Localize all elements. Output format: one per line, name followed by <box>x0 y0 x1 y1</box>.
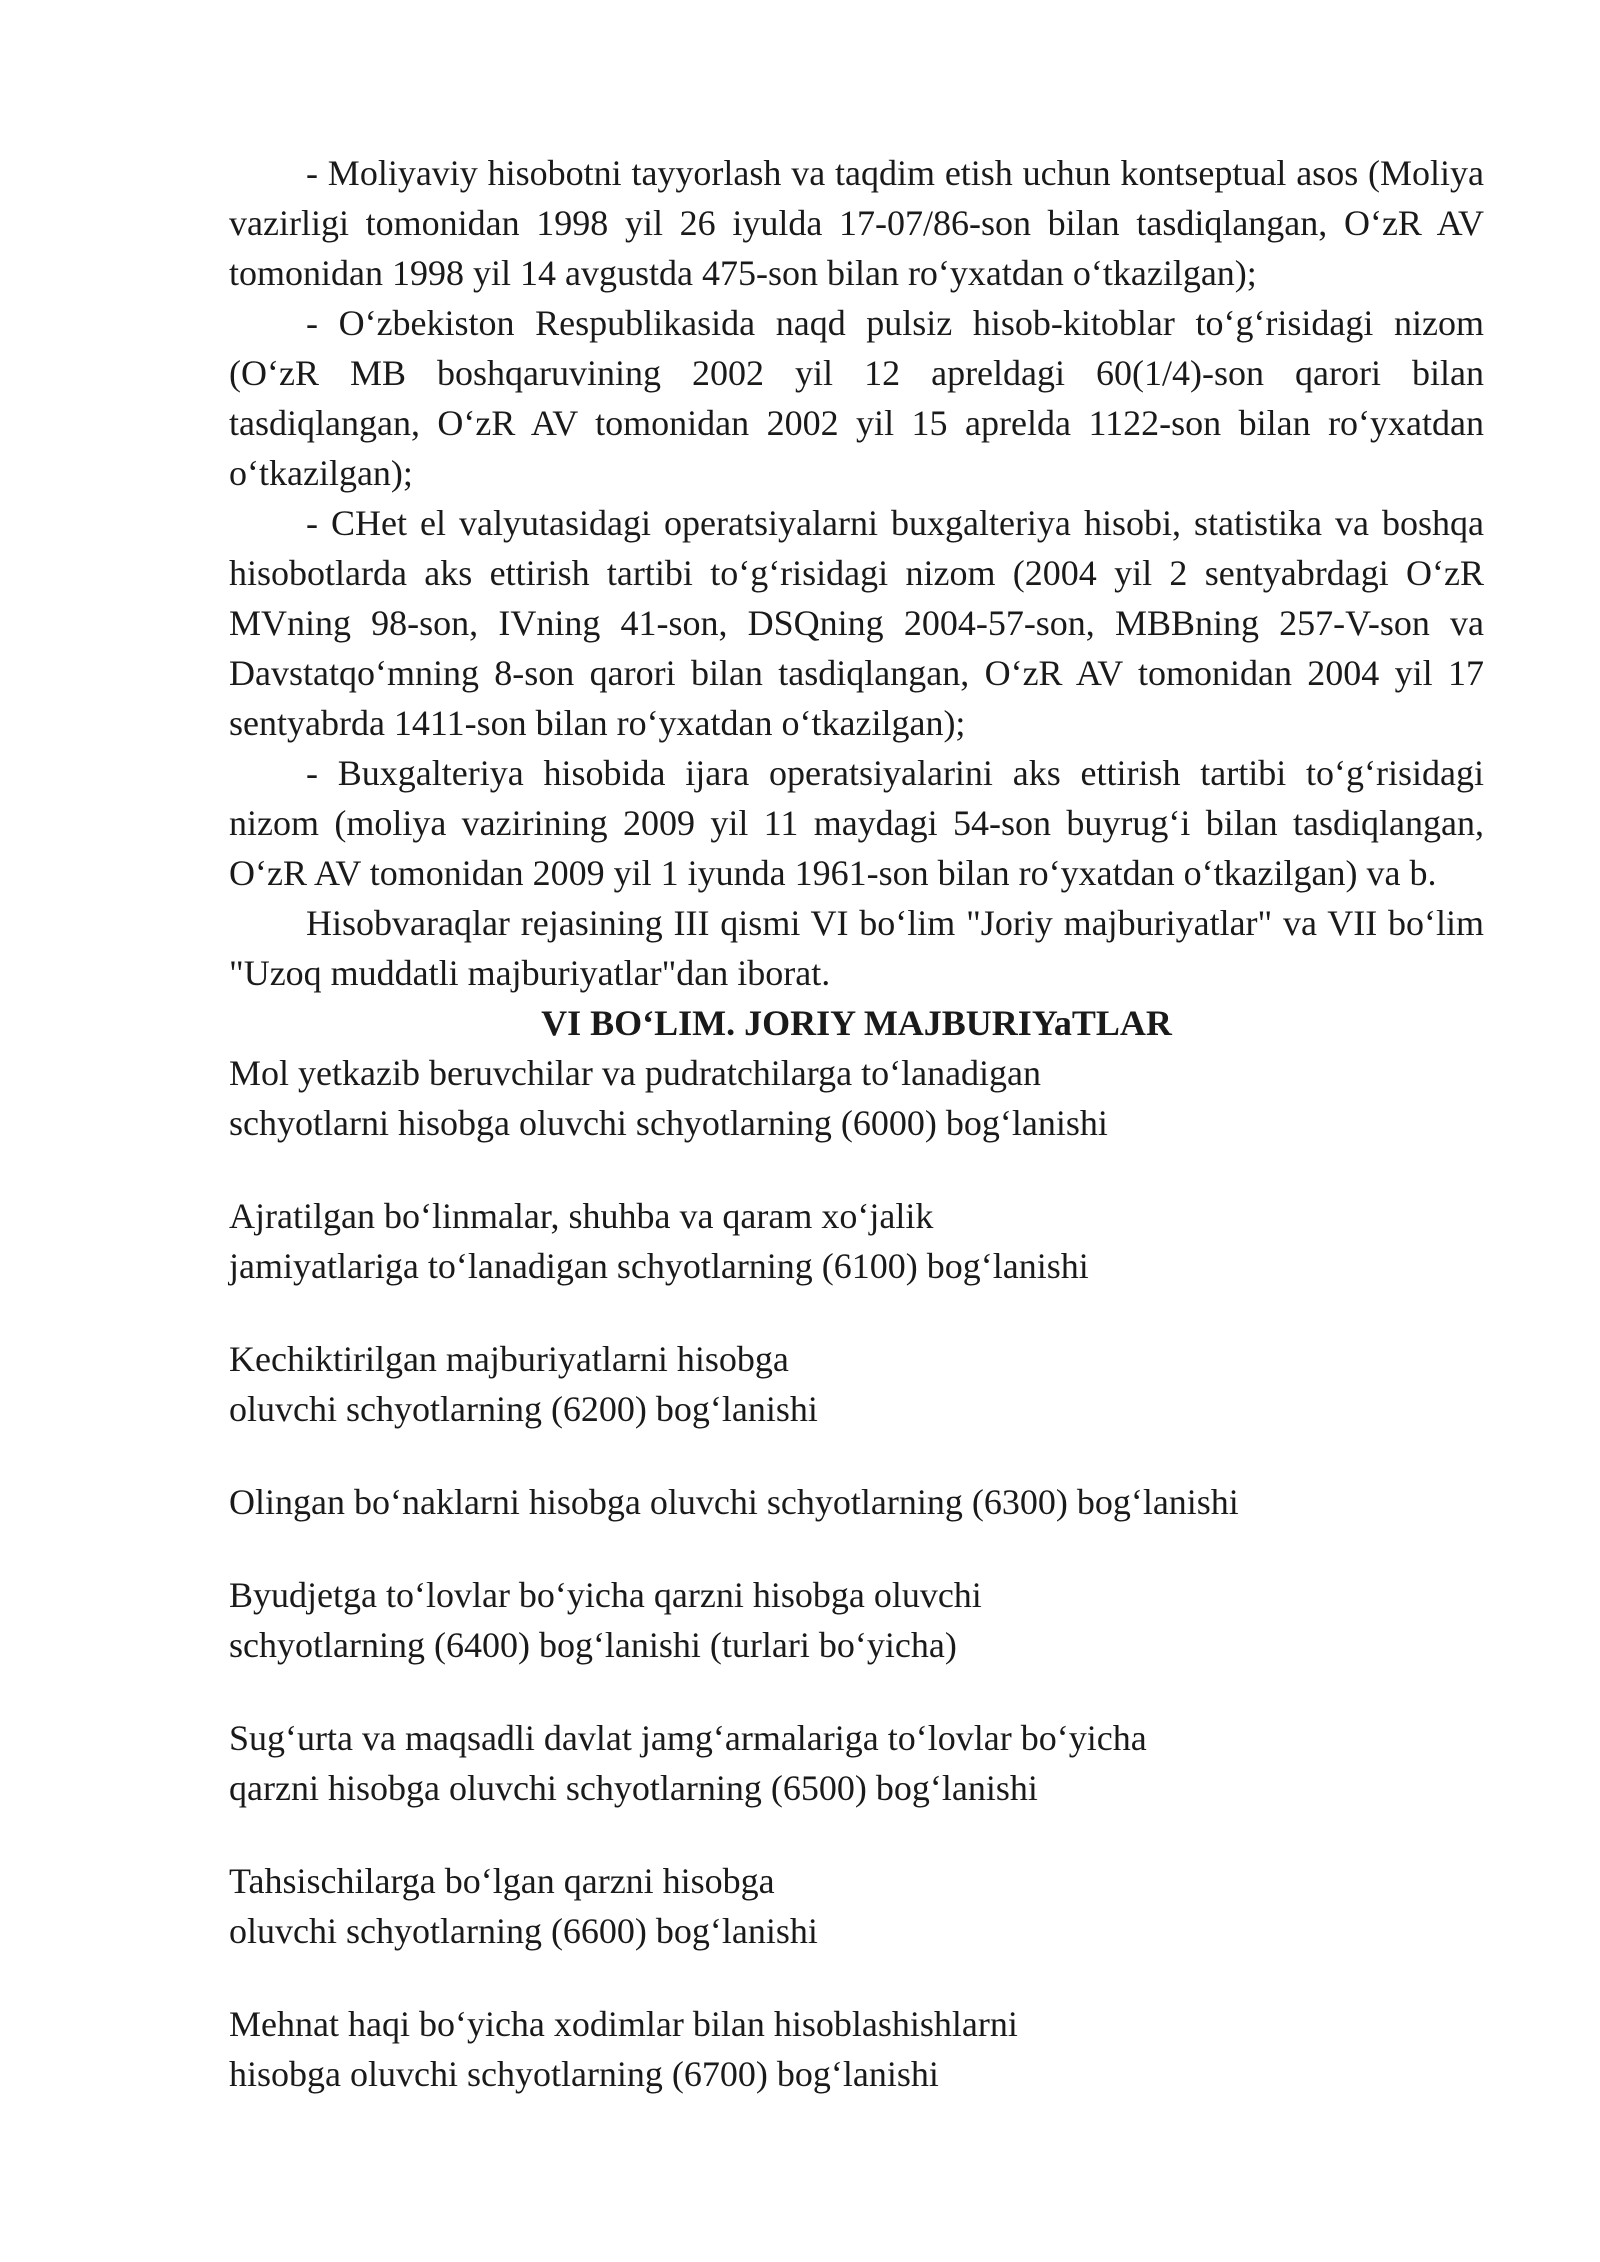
account-link-line: oluvchi schyotlarning (6600) bog‘lanishi <box>229 1911 818 1951</box>
account-link-6700 <box>229 1999 1484 2099</box>
account-link-6000 <box>229 1048 1484 1148</box>
paragraph-lease-operations: - Buxgalteriya hisobida ijara operatsiyalarini aks ettirish tartibi to‘g‘risidagi nizom (moliya vazirining 2009 yil 11 maydagi 54-son buyrug‘i bilan tasdiqlangan, O‘zR AV tomonidan 2009 yil 1 iyunda 1961-son bilan ro‘yxatdan o‘tkazilgan) va b. <box>229 753 1484 893</box>
account-link-line: Mehnat haqi bo‘yicha xodimlar bilan hisoblashishlarni <box>229 2004 1018 2044</box>
paragraph-cashless-settlements: - O‘zbekiston Respublikasida naqd pulsiz hisob-kitoblar to‘g‘risidagi nizom (O‘zR MB boshqaruvining 2002 yil 12 apreldagi 60(1/4)-son qarori bilan tasdiqlangan, O‘zR AV tomonidan 2002 yil 15 aprelda 1122-son bilan ro‘yxatdan o‘tkazilgan); <box>229 303 1484 493</box>
account-link-6100 <box>229 1191 1484 1291</box>
account-link-line: schyotlarning (6400) bog‘lanishi (turlari bo‘yicha) <box>229 1625 957 1665</box>
account-link-6600 <box>229 1856 1484 1956</box>
paragraph-foreign-currency: - CHet el valyutasidagi operatsiyalarni buxgalteriya hisobi, statistika va boshqa hisobotlarda aks ettirish tartibi to‘g‘risidagi nizom (2004 yil 2 sentyabrdagi O‘zR MVning 98-son, IVning 41-son, DSQning 2004-57-son, MBBning 257-V-son va Davstatqo‘mning 8-son qarori bilan tasdiqlangan, O‘zR AV tomonidan 2004 yil 17 sentyabrda 1411-son bilan ro‘yxatdan o‘tkazilgan); <box>229 503 1484 743</box>
account-link-line: jamiyatlariga to‘lanadigan schyotlarning (6100) bog‘lanishi <box>229 1246 1089 1286</box>
paragraph-chart-of-accounts: Hisobvaraqlar rejasining III qismi VI bo‘lim "Joriy majburiyatlar" va VII bo‘lim "Uzoq muddatli majburiyatlar"dan iborat. <box>229 903 1484 993</box>
account-link-line: Tahsischilarga bo‘lgan qarzni hisobga <box>229 1861 775 1901</box>
account-link-6500 <box>229 1713 1484 1813</box>
account-link-line: Mol yetkazib beruvchilar va pudratchilarga to‘lanadigan <box>229 1053 1042 1093</box>
account-link-line: hisobga oluvchi schyotlarning (6700) bog‘lanishi <box>229 2054 939 2094</box>
account-link-line: Ajratilgan bo‘linmalar, shuhba va qaram xo‘jalik <box>229 1196 934 1236</box>
account-link-6400 <box>229 1570 1484 1670</box>
document-page <box>229 148 1484 2142</box>
account-link-6200 <box>229 1334 1484 1434</box>
account-link-line: Olingan bo‘naklarni hisobga oluvchi schyotlarning (6300) bog‘lanishi <box>229 1482 1239 1522</box>
account-link-line: qarzni hisobga oluvchi schyotlarning (6500) bog‘lanishi <box>229 1768 1038 1808</box>
account-link-line: Sug‘urta va maqsadli davlat jamg‘armalariga to‘lovlar bo‘yicha <box>229 1718 1147 1758</box>
section-heading: VI BO‘LIM. JORIY MAJBURIYaTLAR <box>541 1003 1172 1043</box>
account-link-line: oluvchi schyotlarning (6200) bog‘lanishi <box>229 1389 818 1429</box>
account-link-line: Kechiktirilgan majburiyatlarni hisobga <box>229 1339 789 1379</box>
paragraph-conceptual-framework: - Moliyaviy hisobotni tayyorlash va taqdim etish uchun kontseptual asos (Moliya vazirligi tomonidan 1998 yil 26 iyulda 17-07/86-son bilan tasdiqlangan, O‘zR AV tomonidan 1998 yil 14 avgustda 475-son bilan ro‘yxatdan o‘tkazilgan); <box>229 153 1484 293</box>
account-link-line: schyotlarni hisobga oluvchi schyotlarning (6000) bog‘lanishi <box>229 1103 1108 1143</box>
account-link-6300 <box>229 1477 1484 1527</box>
account-link-line: Byudjetga to‘lovlar bo‘yicha qarzni hisobga oluvchi <box>229 1575 982 1615</box>
